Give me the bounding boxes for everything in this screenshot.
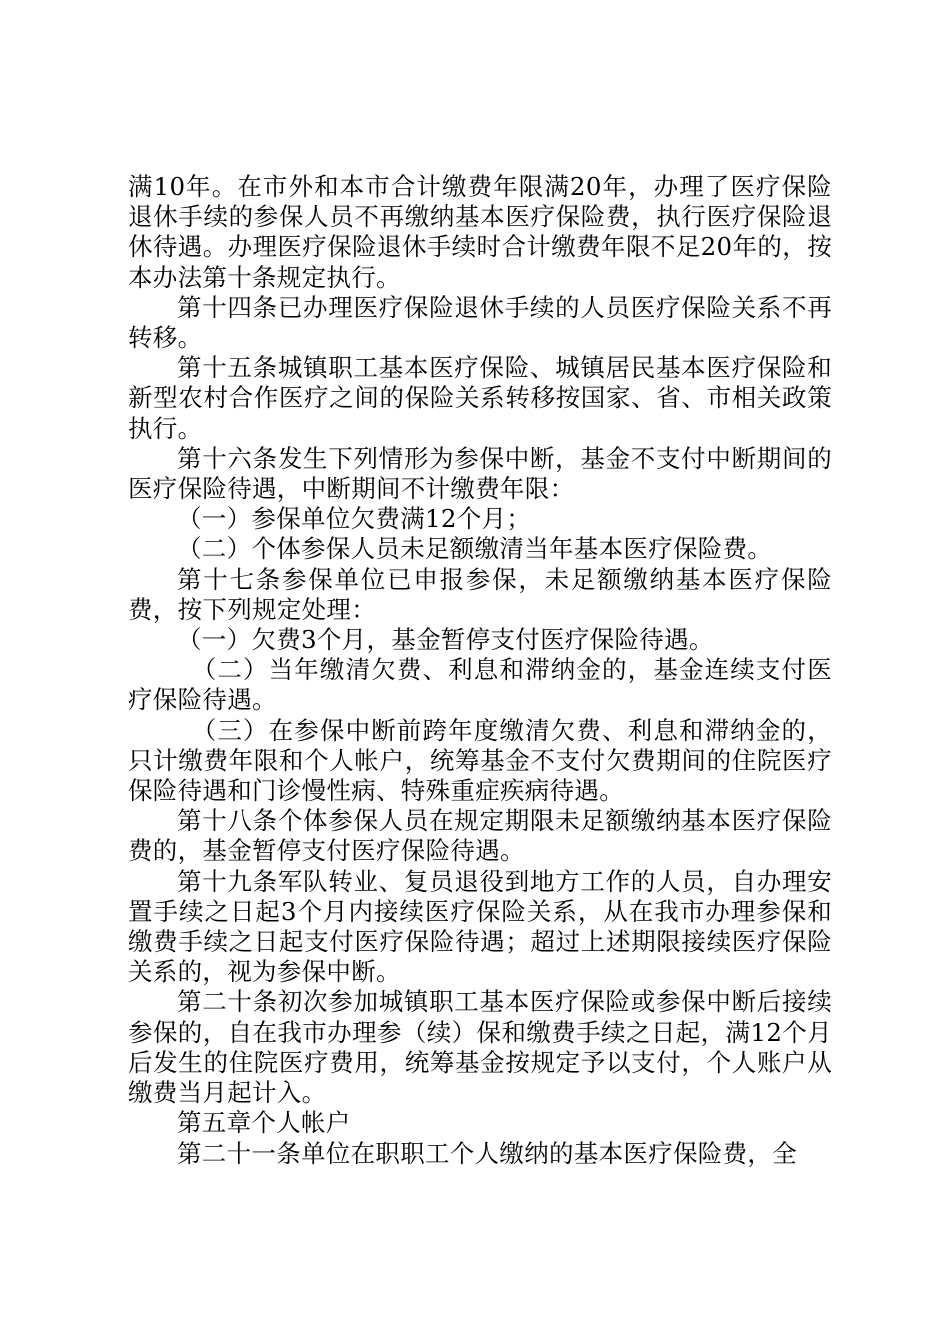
document-body bbox=[128, 172, 832, 1169]
paragraph-article-17-item-3: （三）在参保中断前跨年度缴清欠费、利息和滞纳金的，只计缴费年限和个人帐户，统筹基金不支付欠费期间的住院医疗保险待遇和门诊慢性病、特殊重症疾病待遇。 bbox=[128, 715, 832, 806]
paragraph-article-14: 第十四条已办理医疗保险退休手续的人员医疗保险关系不再转移。 bbox=[128, 292, 832, 353]
paragraph-article-17-item-1: （一）欠费3个月，基金暂停支付医疗保险待遇。 bbox=[177, 625, 714, 655]
paragraph-article-16-item-2: （二）个体参保人员未足额缴清当年基本医疗保险费。 bbox=[177, 534, 773, 564]
paragraph-article-17: 第十七条参保单位已申报参保，未足额缴纳基本医疗保险费，按下列规定处理： bbox=[128, 564, 832, 624]
paragraph-article-21: 第二十一条单位在职职工个人缴纳的基本医疗保险费，全 bbox=[177, 1138, 797, 1168]
paragraph-article-17-item-2: （二）当年缴清欠费、利息和滞纳金的，基金连续支付医疗保险待遇。 bbox=[128, 655, 832, 715]
paragraph-continuation: 满10年。在市外和本市合计缴费年限满20年，办理了医疗保险退休手续的参保人员不再缴纳基本医疗保险费，执行医疗保险退休待遇。办理医疗保险退休手续时合计缴费年限不足20年的，按本办法第十条规定执行。 bbox=[128, 172, 832, 292]
paragraph-article-15: 第十五条城镇职工基本医疗保险、城镇居民基本医疗保险和新型农村合作医疗之间的保险关系转移按国家、省、市相关政策执行。 bbox=[128, 353, 832, 443]
paragraph-article-16: 第十六条发生下列情形为参保中断，基金不支付中断期间的医疗保险待遇，中断期间不计缴费年限： bbox=[128, 443, 832, 504]
chapter-heading: 第五章个人帐户 bbox=[177, 1108, 351, 1138]
paragraph-article-16-item-1: （一）参保单位欠费满12个月； bbox=[177, 504, 532, 534]
paragraph-article-19: 第十九条军队转业、复员退役到地方工作的人员，自办理安置手续之日起3个月内接续医疗保险关系，从在我市办理参保和缴费手续之日起支付医疗保险待遇；超过上述期限接续医疗保险关系的，视为参保中断。 bbox=[128, 866, 832, 987]
paragraph-article-20: 第二十条初次参加城镇职工基本医疗保险或参保中断后接续参保的，自在我市办理参（续）保和缴费手续之日起，满12个月后发生的住院医疗费用，统筹基金按规定予以支付，个人账户从缴费当月起计入。 bbox=[128, 987, 832, 1108]
paragraph-article-18: 第十八条个体参保人员在规定期限未足额缴纳基本医疗保险费的，基金暂停支付医疗保险待遇。 bbox=[128, 806, 832, 866]
